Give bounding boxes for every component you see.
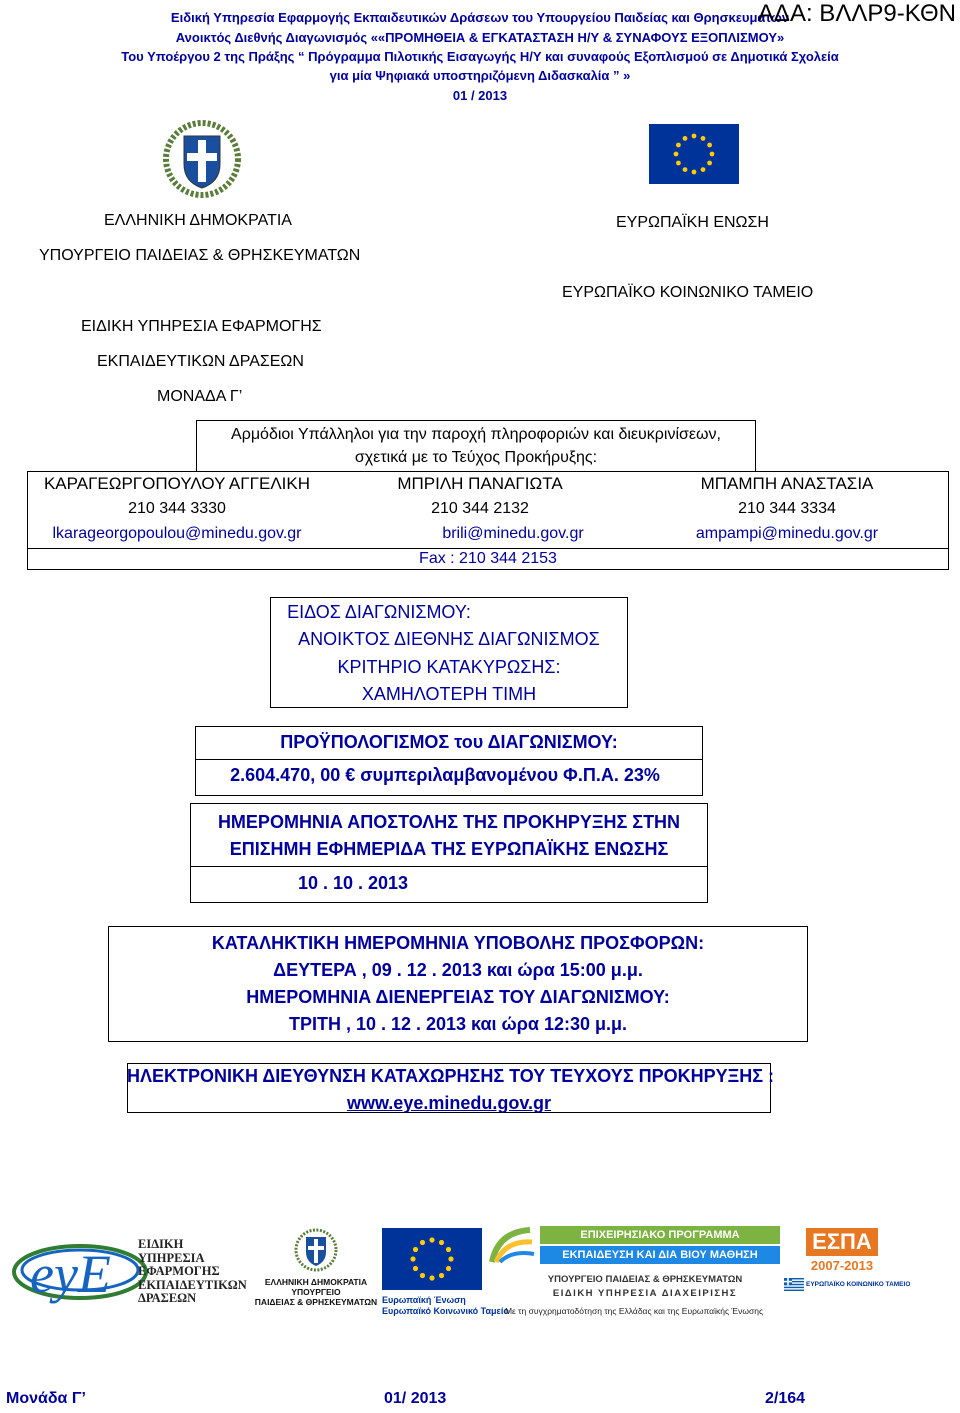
contact-name-1: ΚΑΡΑΓΕΩΡΓΟΠΟΥΛΟΥ ΑΓΓΕΛΙΚΗ [43,474,311,493]
eu-logo-text-1: Ευρωπαϊκή Ένωση [382,1295,466,1305]
eye-logo [10,1230,250,1315]
program-line-1: ΕΠΙΧΕΙΡΗΣΙΑΚΟ ΠΡΟΓΡΑΜΜΑ [540,1226,780,1244]
deadline-value: ΔΕΥΤΕΡΑ , 09 . 12 . 2013 και ώρα 15:00 μ.μ. [273,960,643,980]
contact-phone-3: 210 344 3334 [738,500,836,517]
program-line-2: ΕΚΠΑΙΔΕΥΣΗ ΚΑΙ ΔΙΑ ΒΙΟΥ ΜΑΘΗΣΗ [540,1246,780,1264]
eu-flag [649,124,739,189]
eye-logo-text-2: ΥΠΗΡΕΣΙΑ [138,1250,205,1265]
contacts-intro-2: σχετικά με το Τεύχος Προκήρυξης: [354,449,598,466]
header-line-4: για μία Ψηφιακά υποστηριζόμενη Διδασκαλία ” » [329,68,631,83]
program-mark-icon [488,1226,536,1266]
tender-type-value: ΑΝΟΙΚΤΟΣ ΔΙΕΘΝΗΣ ΔΙΑΓΩΝΙΣΜΟΣ [298,629,600,649]
espa-logo [784,1226,911,1298]
program-line-4: ΕΙΔΙΚΗ ΥΠΗΡΕΣΙΑ ΔΙΑΧΕΙΡΙΣΗΣ [552,1288,738,1299]
footer-code: 01/ 2013 [384,1390,447,1407]
greek-flag-icon [784,1278,804,1291]
greek-coat-of-arms-small [294,1228,338,1272]
tender-type-label: ΕΙΔΟΣ ΔΙΑΓΩΝΙΣΜΟΥ: [287,602,471,622]
contact-name-2: ΜΠΡΙΛΗ ΠΑΝΑΓΙΩΤΑ [397,474,563,493]
ministry-label: ΥΠΟΥΡΓΕΙΟ ΠΑΙΔΕΙΑΣ & ΘΡΗΣΚΕΥΜΑΤΩΝ [39,247,361,264]
eye-logo-text-5: ΔΡΑΣΕΩΝ [138,1291,197,1305]
contact-email-1[interactable]: lkarageorgopoulou@minedu.gov.gr [52,525,302,542]
espa-name: ΕΣΠΑ [806,1228,878,1256]
unit-label: ΜΟΝΑΔΑ Γ’ [157,388,243,405]
fax-number: Fax : 210 344 2153 [419,550,557,567]
contact-phone-2: 210 344 2132 [431,500,529,517]
contact-phone-1: 210 344 3330 [128,500,226,517]
greek-logo-text-3: ΠΑΙΔΕΙΑΣ & ΘΡΗΣΚΕΥΜΑΤΩΝ [254,1297,378,1307]
eye-logo-text-1: ΕΙΔΙΚΗ [138,1237,184,1251]
eu-label: ΕΥΡΩΠΑΪΚΗ ΕΝΩΣΗ [616,214,769,231]
deadline-label: ΚΑΤΑΛΗΚΤΙΚΗ ΗΜΕΡΟΜΗΝΙΑ ΥΠΟΒΟΛΗΣ ΠΡΟΣΦΟΡΩΝ: [211,933,705,953]
budget-label: ΠΡΟΫΠΟΛΟΓΙΣΜΟΣ του ΔΙΑΓΩΝΙΣΜΟΥ: [280,732,618,752]
eye-logo-text-3: ΕΦΑΡΜΟΓΗΣ [138,1264,220,1278]
dispatch-label-2: ΕΠΙΣΗΜΗ ΕΦΗΜΕΡΙΔΑ ΤΗΣ ΕΥΡΩΠΑΪΚΗΣ ΕΝΩΣΗΣ [229,839,669,859]
url-link[interactable]: www.eye.minedu.gov.gr [346,1093,552,1113]
service-label-2: ΕΚΠΑΙΔΕΥΤΙΚΩΝ ΔΡΑΣΕΩΝ [97,353,304,370]
criterion-label: ΚΡΙΤΗΡΙΟ ΚΑΤΑΚΥΡΩΣΗΣ: [337,657,561,677]
ada-code: ΑΔΑ: ΒΛΛΡ9-ΚΘΝ [757,0,956,27]
program-line-3: ΥΠΟΥΡΓΕΙΟ ΠΑΙΔΕΙΑΣ & ΘΡΗΣΚΕΥΜΑΤΩΝ [547,1274,743,1285]
footer-unit: Μονάδα Γ’ [6,1390,86,1407]
footer-page: 2/164 [765,1390,806,1407]
dispatch-label-1: ΗΜΕΡΟΜΗΝΙΑ ΑΠΟΣΤΟΛΗΣ ΤΗΣ ΠΡΟΚΗΡΥΞΗΣ ΣΤΗΝ [217,812,681,832]
republic-label: ΕΛΛΗΝΙΚΗ ΔΗΜΟΚΡΑΤΙΑ [104,212,292,229]
eu-esf-logo [382,1228,509,1316]
header-line-5: 01 / 2013 [452,88,508,103]
eye-logo-mark: eyE [30,1244,111,1304]
esf-label: ΕΥΡΩΠΑΪΚΟ ΚΟΙΝΩΝΙΚΟ ΤΑΜΕΙΟ [562,284,814,301]
greek-logo-text-1: ΕΛΛΗΝΙΚΗ ΔΗΜΟΚΡΑΤΙΑ [264,1277,368,1287]
header-line-2: Ανοικτός Διεθνής Διαγωνισμός ««ΠΡΟΜΗΘΕΙΑ & ΕΓΚΑΤΑΣΤΑΣΗ Η/Υ & ΣΥΝΑΦΟΥΣ ΕΞΟΠΛΙΣΜΟΥ» [175,30,785,45]
header-line-1: Ειδική Υπηρεσία Εφαρμογής Εκπαιδευτικών Δράσεων του Υπουργείου Παιδείας και Θρησκευμάτων [170,10,790,25]
header-line-3: Του Υποέργου 2 της Πράξης “ Πρόγραμμα Πιλοτικής Εισαγωγής Η/Υ και συναφούς Εξοπλισμού σε Δημοτικά Σχολεία [121,49,839,64]
contact-email-3[interactable]: ampampi@minedu.gov.gr [695,525,879,542]
contacts-intro-1: Αρμόδιοι Υπάλληλοι για την παροχή πληροφοριών και διευκρινίσεων, [231,426,721,443]
eye-logo-text-4: ΕΚΠΑΙΔΕΥΤΙΚΩΝ [138,1277,247,1292]
opening-value: ΤΡΙΤΗ , 10 . 12 . 2013 και ώρα 12:30 μ.μ. [288,1014,628,1034]
budget-value: 2.604.470, 00 € συμπεριλαμβανομένου Φ.Π.Α. 23% [230,765,660,785]
espa-sub: ΕΥΡΩΠΑΪΚΟ ΚΟΙΝΩΝΙΚΟ ΤΑΜΕΙΟ [806,1281,911,1288]
espa-years: 2007-2013 [810,1258,874,1273]
url-label: ΗΛΕΚΤΡΟΝΙΚΗ ΔΙΕΥΘΥΝΣΗ ΚΑΤΑΧΩΡΗΣΗΣ ΤΟΥ ΤΕΥΧΟΥΣ ΠΡΟΚΗΡΥΞΗΣ : [127,1066,775,1086]
eu-logo-text-2: Ευρωπαϊκό Κοινωνικό Ταμείο [382,1306,509,1316]
contact-name-3: ΜΠΑΜΠΗ ΑΝΑΣΤΑΣΙΑ [700,474,874,493]
greek-coat-of-arms [162,120,242,203]
service-label-1: ΕΙΔΙΚΗ ΥΠΗΡΕΣΙΑ ΕΦΑΡΜΟΓΗΣ [81,318,322,335]
dispatch-date: 10 . 10 . 2013 [297,873,409,893]
greek-ministry-logo [252,1228,380,1307]
contact-email-2[interactable]: brili@minedu.gov.gr [442,525,584,542]
program-line-5: Με τη συγχρηματοδότηση της Ελλάδας και της Ευρωπαϊκής Ένωσης [504,1306,764,1316]
opening-label: ΗΜΕΡΟΜΗΝΙΑ ΔΙΕΝΕΡΓΕΙΑΣ ΤΟΥ ΔΙΑΓΩΝΙΣΜΟΥ: [246,987,670,1007]
criterion-value: ΧΑΜΗΛΟΤΕΡΗ ΤΙΜΗ [361,684,537,704]
greek-logo-text-2: ΥΠΟΥΡΓΕΙΟ [291,1287,341,1297]
eu-flag-small [382,1228,482,1290]
operational-program-logo [488,1226,780,1318]
